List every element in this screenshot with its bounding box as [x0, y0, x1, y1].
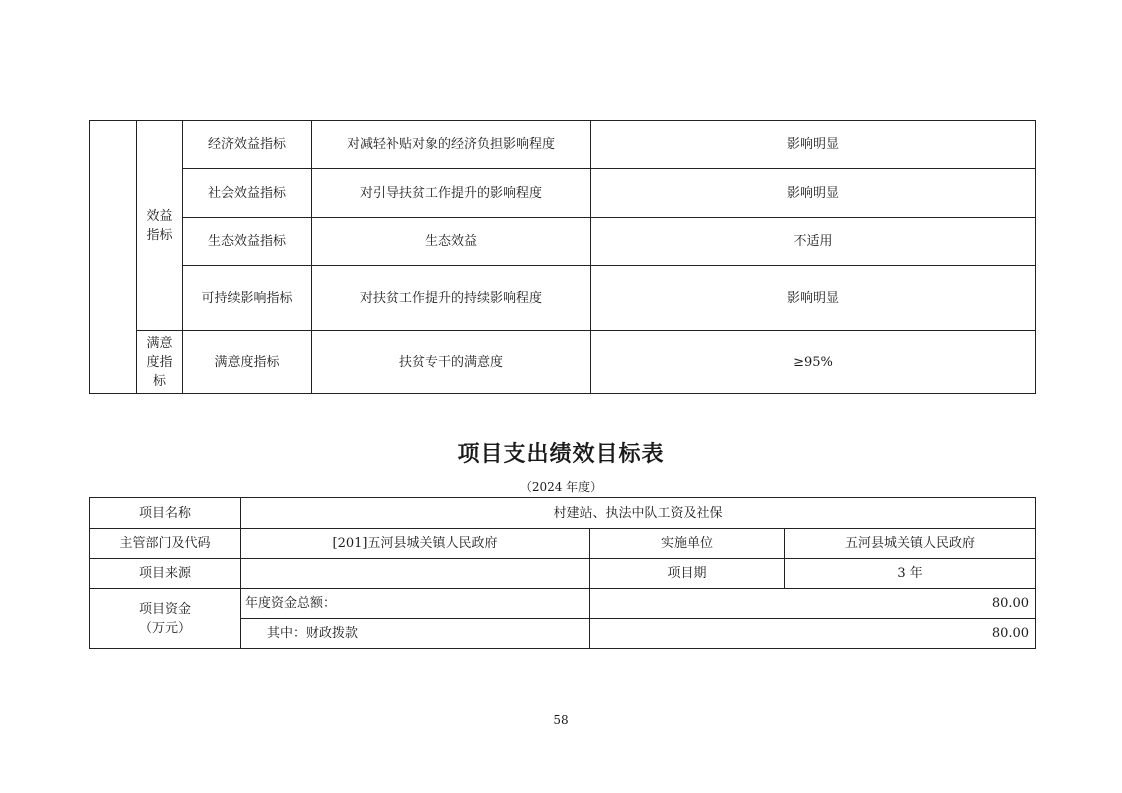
table-row	[90, 498, 1036, 529]
project-info-table	[89, 497, 1036, 649]
source-label: 项目来源	[90, 559, 241, 589]
period-label: 项目期	[590, 559, 785, 589]
satisfaction-group-cell: 满意 度指 标	[137, 331, 183, 394]
table-row	[90, 266, 1036, 331]
annual-total-value: 80.00	[590, 589, 1036, 619]
table-row	[90, 589, 1036, 619]
indicator-cell: 经济效益指标	[183, 121, 312, 169]
indicator-cell: 满意度指标	[183, 331, 312, 394]
target-cell: 影响明显	[591, 121, 1036, 169]
target-cell: ≥95%	[591, 331, 1036, 394]
table-row	[90, 121, 1036, 169]
annual-total-label: 年度资金总额：	[241, 589, 590, 619]
fiscal-funding-label: 其中：财政拨款	[241, 619, 590, 649]
source-value	[241, 559, 590, 589]
project-name-value: 村建站、执法中队工资及社保	[241, 498, 1036, 529]
project-name-label: 项目名称	[90, 498, 241, 529]
indicator-cell: 可持续影响指标	[183, 266, 312, 331]
benefit-group-cell: 效益 指标	[137, 121, 183, 331]
fiscal-funding-value: 80.00	[590, 619, 1036, 649]
dept-value: [201]五河县城关镇人民政府	[241, 529, 590, 559]
impl-unit-label: 实施单位	[590, 529, 785, 559]
indicator-cell: 生态效益指标	[183, 218, 312, 266]
target-cell: 影响明显	[591, 266, 1036, 331]
page-title: 项目支出绩效目标表	[457, 441, 665, 467]
impl-unit-value: 五河县城关镇人民政府	[785, 529, 1036, 559]
page-number: 58	[553, 713, 569, 727]
table-row	[90, 218, 1036, 266]
table-row	[90, 169, 1036, 218]
content-cell: 对扶贫工作提升的持续影响程度	[312, 266, 591, 331]
indicator-table-continued	[89, 120, 1036, 394]
content-cell: 生态效益	[312, 218, 591, 266]
target-cell: 影响明显	[591, 169, 1036, 218]
table-row	[90, 529, 1036, 559]
table-row	[90, 331, 1036, 394]
dept-label: 主管部门及代码	[90, 529, 241, 559]
indicator-cell: 社会效益指标	[183, 169, 312, 218]
page-subtitle: （2024 年度）	[519, 480, 603, 494]
content-cell: 扶贫专干的满意度	[312, 331, 591, 394]
content-cell: 对减轻补贴对象的经济负担影响程度	[312, 121, 591, 169]
period-value: 3 年	[785, 559, 1036, 589]
target-cell: 不适用	[591, 218, 1036, 266]
content-cell: 对引导扶贫工作提升的影响程度	[312, 169, 591, 218]
table-row	[90, 559, 1036, 589]
funds-label: 项目资金 （万元）	[90, 589, 241, 649]
level1-category-cell	[90, 121, 137, 394]
